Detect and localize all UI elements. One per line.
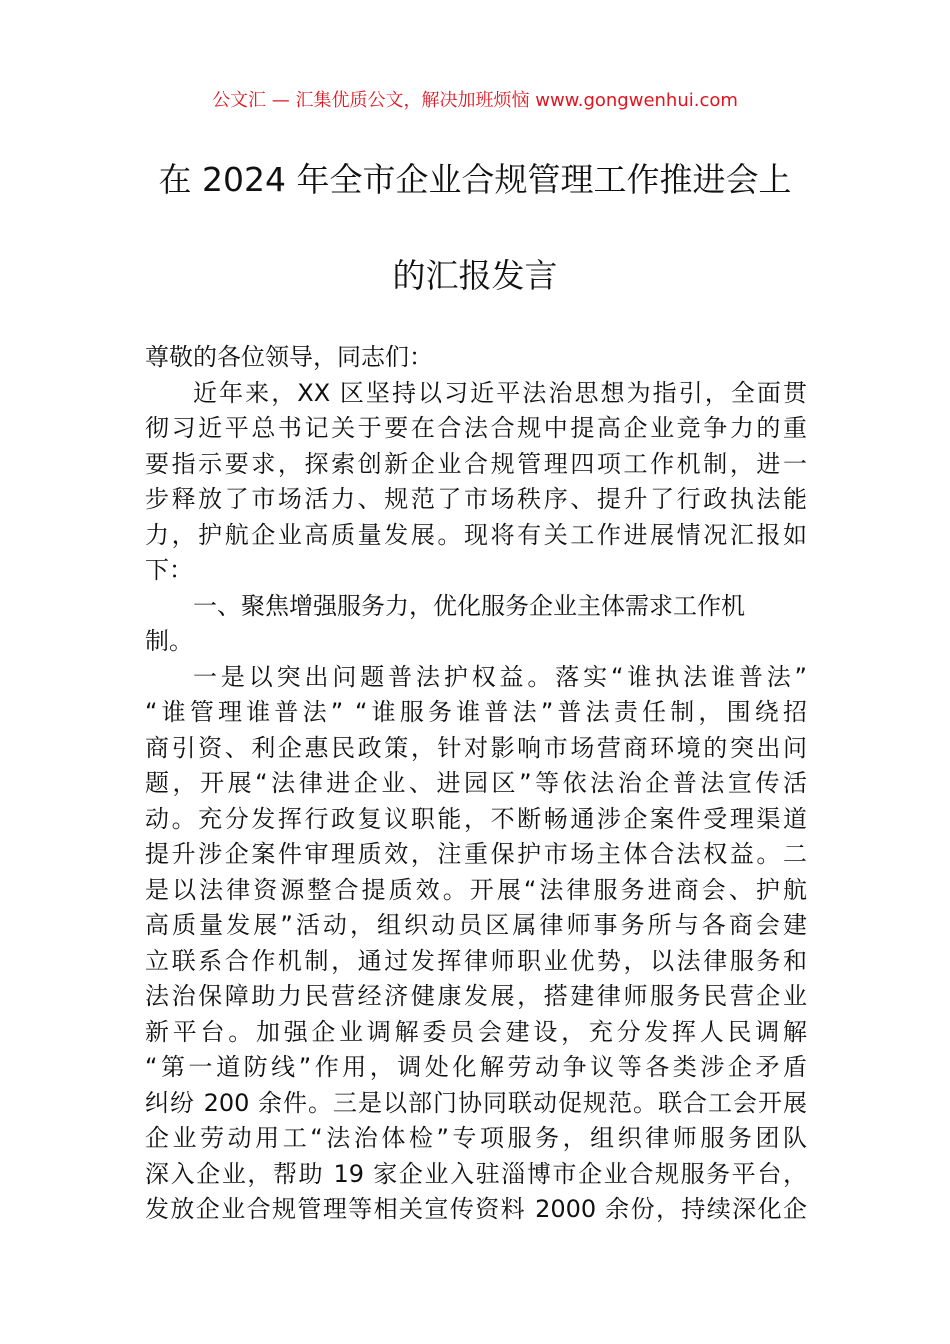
paragraph-line: 纠纷 200 余件。三是以部门协同联动促规范。联合工会开展 [145,1088,807,1117]
paragraph-line: “第一道防线”作用，调处化解劳动争议等各类涉企矛盾 [145,1053,807,1081]
paragraph-line: 题，开展“法律进企业、进园区”等依法治企普法宣传活 [145,769,807,797]
paragraph-line: 一是以突出问题普法护权益。落实“谁执法谁普法” [193,662,807,691]
paragraph-line: 是以法律资源整合提质效。开展“法律服务进商会、护航 [145,875,807,904]
section-heading-line: 一、聚焦增强服务力，优化服务企业主体需求工作机 [193,591,745,620]
document-body [145,340,807,1228]
paragraph-line: 要指示要求，探索创新企业合规管理四项工作机制，进一 [145,449,807,478]
document-title-line-1: 在 2024 年全市企业合规管理工作推进会上 [158,160,792,199]
paragraph-line: 动。充分发挥行政复议职能，不断畅通涉企案件受理渠道 [145,804,807,833]
paragraph-line: 立联系合作机制，通过发挥律师职业优势，以法律服务和 [145,946,807,975]
paragraph-line: 企业劳动用工“法治体检”专项服务，组织律师服务团队 [145,1124,807,1152]
section-heading-line: 制。 [145,627,193,655]
paragraph-line: 近年来，XX 区坚持以习近平法治思想为指引，全面贯 [193,378,807,407]
paragraph-line: 高质量发展”活动，组织动员区属律师事务所与各商会建 [145,911,807,939]
paragraph-line: 深入企业，帮助 19 家企业入驻淄博市企业合规服务平台， [145,1159,807,1188]
paragraph-line: 法治保障助力民营经济健康发展，搭建律师服务民营企业 [145,982,807,1010]
paragraph-line: 彻习近平总书记关于要在合法合规中提高企业竞争力的重 [145,414,807,442]
paragraph-line: “谁管理谁普法” “谁服务谁普法”普法责任制，围绕招 [145,698,807,726]
paragraph-line: 新平台。加强企业调解委员会建设，充分发挥人民调解 [145,1017,807,1046]
salutation: 尊敬的各位领导，同志们： [145,343,433,371]
paragraph-line: 商引资、利企惠民政策，针对影响市场营商环境的突出问 [145,733,807,762]
paragraph-line: 下： [145,556,193,584]
paragraph-line: 步释放了市场活力、规范了市场秩序、提升了行政执法能 [145,485,807,513]
site-banner: 公文汇 — 汇集优质公文，解决加班烦恼 www.gongwenhui.com [212,90,738,111]
paragraph-line: 发放企业合规管理等相关宣传资料 2000 余份，持续深化企 [145,1195,807,1223]
paragraph-line: 力，护航企业高质量发展。现将有关工作进展情况汇报如 [145,520,807,549]
document-title-line-2: 的汇报发言 [392,256,558,295]
paragraph-line: 提升涉企案件审理质效，注重保护市场主体合法权益。二 [145,840,807,868]
